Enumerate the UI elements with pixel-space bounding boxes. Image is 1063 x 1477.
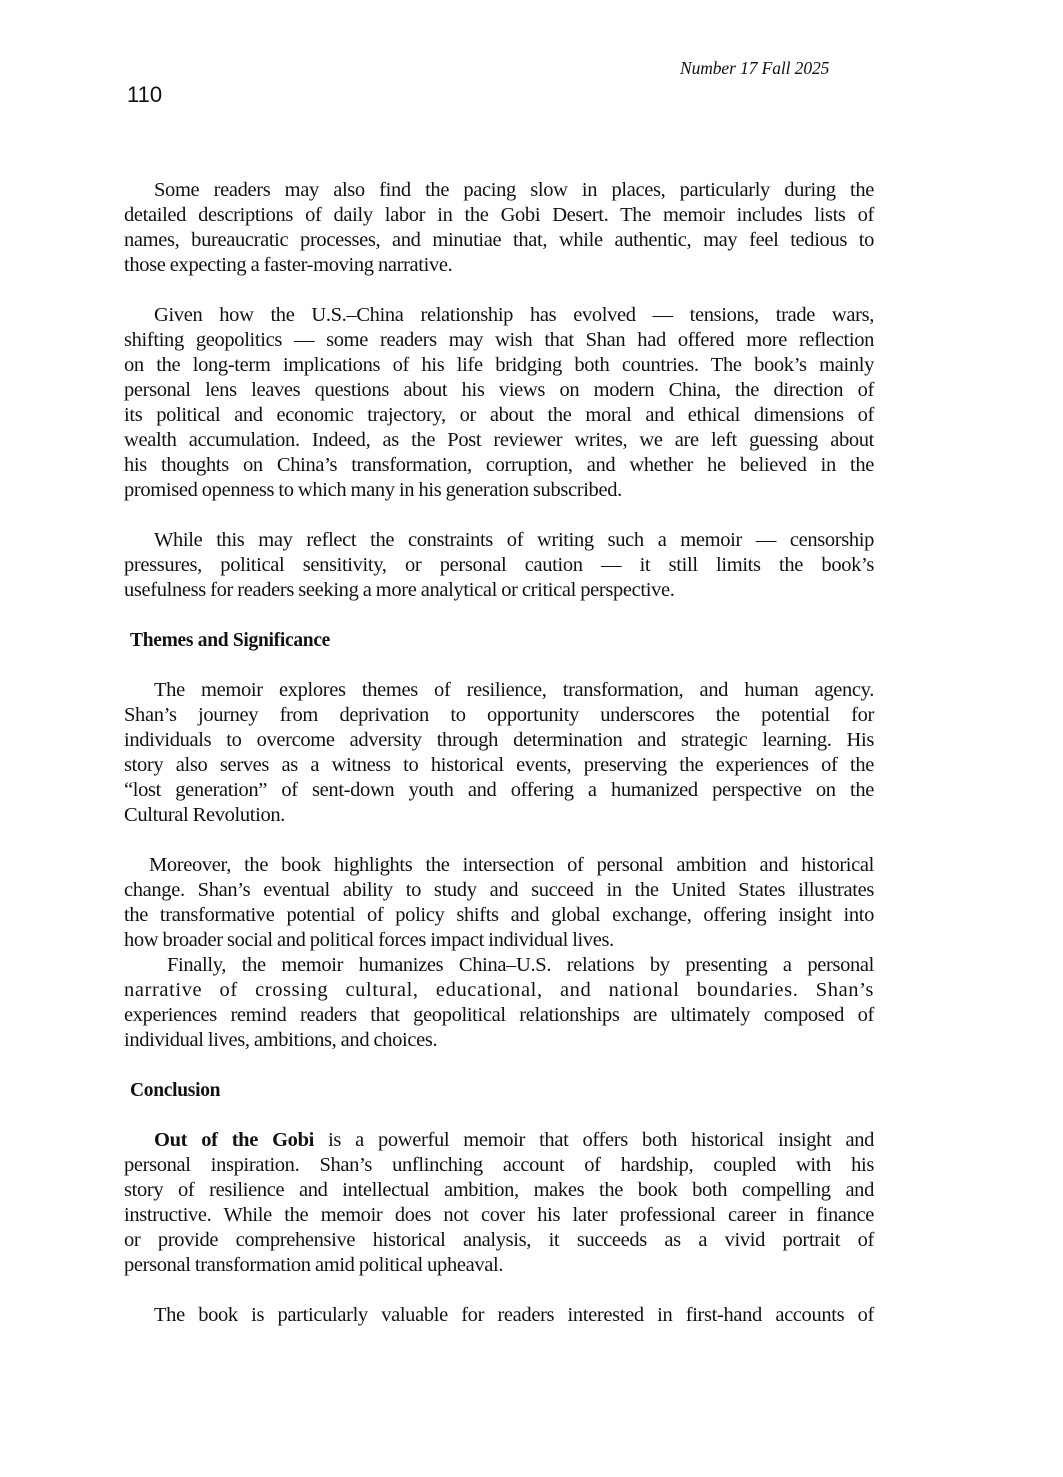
text-line: on the long-term implications of his life bridging both countries. The book’s mainly	[124, 354, 874, 376]
text-line: Moreover, the book highlights the intersection of personal ambition and historical	[149, 854, 874, 876]
paragraph-gap	[124, 828, 874, 853]
text-line: personal transformation amid political upheaval.	[124, 1254, 504, 1276]
text-line: wealth accumulation. Indeed, as the Post reviewer writes, we are left guessing about	[124, 429, 874, 451]
paragraph-gap	[124, 503, 874, 528]
text-line: Some readers may also find the pacing slow in places, particularly during the	[154, 179, 874, 201]
text-line: or provide comprehensive historical analysis, it succeeds as a vivid portrait of	[124, 1229, 874, 1251]
paragraph-gap	[124, 278, 874, 303]
text-line: story also serves as a witness to historical events, preserving the experiences of the	[124, 754, 874, 776]
text-line: the transformative potential of policy shifts and global exchange, offering insight into	[124, 904, 874, 926]
text-line: experiences remind readers that geopolitical relationships are ultimately composed of	[124, 1004, 874, 1026]
paragraph	[124, 678, 874, 828]
running-head: Number 17 Fall 2025	[680, 58, 830, 78]
text-line: While this may reflect the constraints of writing such a memoir — censorship	[154, 529, 874, 551]
page-number: 110	[127, 82, 163, 107]
paragraph	[124, 303, 874, 503]
book-title: Out of the Gobi	[154, 1129, 314, 1151]
paragraph	[124, 528, 874, 603]
text-line: story of resilience and intellectual ambition, makes the book both compelling and	[124, 1179, 874, 1201]
text-line: “lost generation” of sent-down youth and offering a humanized perspective on the	[124, 779, 874, 801]
paragraph-gap	[124, 1103, 874, 1128]
section-heading-conclusion: Conclusion	[130, 1080, 221, 1101]
paragraph-gap	[124, 1278, 874, 1303]
text-line: pressures, political sensitivity, or personal caution — it still limits the book’s	[124, 554, 874, 576]
paragraph	[124, 1128, 874, 1278]
text-line: Finally, the memoir humanizes China–U.S. relations by presenting a personal	[167, 954, 874, 976]
text-line: detailed descriptions of daily labor in the Gobi Desert. The memoir includes lists of	[124, 204, 874, 226]
text-line: Given how the U.S.–China relationship has evolved — tensions, trade wars,	[154, 304, 874, 326]
text-line: Shan’s journey from deprivation to opportunity underscores the potential for	[124, 704, 874, 726]
text-line: Cultural Revolution.	[124, 804, 286, 826]
text-line: The memoir explores themes of resilience, transformation, and human agency.	[154, 679, 874, 701]
text-line: instructive. While the memoir does not cover his later professional career in finance	[124, 1204, 874, 1226]
article-body	[124, 178, 874, 1328]
section-heading-themes: Themes and Significance	[130, 630, 331, 651]
text-line: individual lives, ambitions, and choices.	[124, 1029, 438, 1051]
text-line: those expecting a faster-moving narrative.	[124, 254, 453, 276]
text-line: usefulness for readers seeking a more analytical or critical perspective.	[124, 579, 675, 601]
paragraph-gap	[124, 603, 874, 628]
text-line: individuals to overcome adversity through determination and strategic learning. His	[124, 729, 874, 751]
paragraph	[124, 1303, 874, 1328]
paragraph	[124, 178, 874, 278]
text-line: change. Shan’s eventual ability to study and succeed in the United States illustrates	[124, 879, 874, 901]
text-line: shifting geopolitics — some readers may wish that Shan had offered more reflection	[124, 329, 874, 351]
text-line: personal lens leaves questions about his views on modern China, the direction of	[124, 379, 874, 401]
paragraph-gap	[124, 1053, 874, 1078]
text-line	[124, 1128, 874, 1153]
text-line: personal inspiration. Shan’s unflinching account of hardship, coupled with his	[124, 1154, 874, 1176]
text-line: how broader social and political forces impact individual lives.	[124, 929, 614, 951]
text-line: names, bureaucratic processes, and minutiae that, while authentic, may feel tedious to	[124, 229, 874, 251]
text-line: its political and economic trajectory, or about the moral and ethical dimensions of	[124, 404, 874, 426]
text-fragment: is a powerful memoir that offers both historical insight and	[313, 1129, 874, 1151]
paragraph	[124, 853, 874, 953]
text-line: promised openness to which many in his generation subscribed.	[124, 479, 622, 501]
paragraph-gap	[124, 653, 874, 678]
text-line: narrative of crossing cultural, educational, and national boundaries. Shan’s	[124, 979, 874, 1001]
paragraph	[124, 953, 874, 1053]
text-line: his thoughts on China’s transformation, corruption, and whether he believed in the	[124, 454, 874, 476]
text-line: The book is particularly valuable for readers interested in first-hand accounts of	[154, 1304, 874, 1326]
